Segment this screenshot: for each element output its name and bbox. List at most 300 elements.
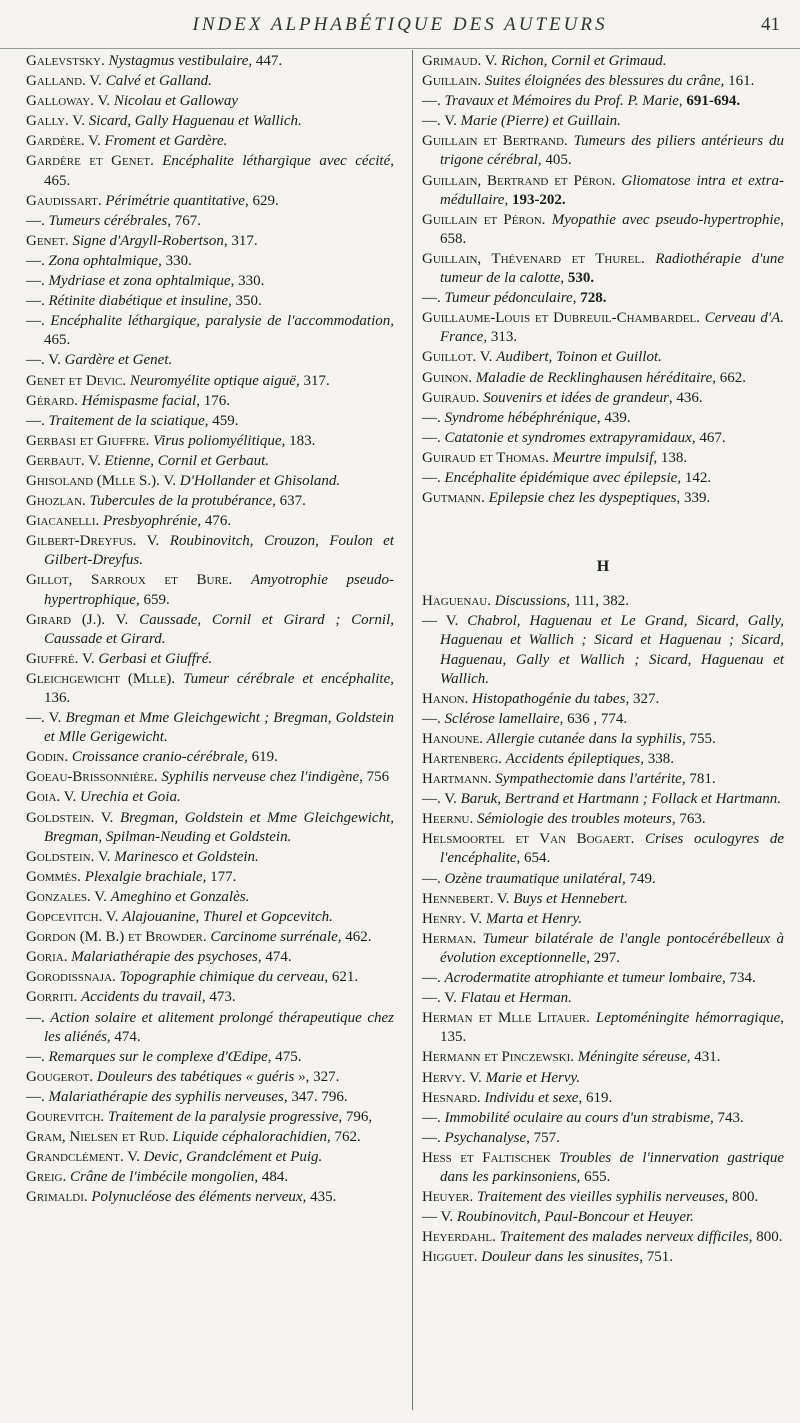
author-name: Gorriti. [26, 989, 78, 1006]
author-name: Hesnard. [422, 1089, 481, 1106]
work-title: Polynucléose des éléments nerveux [91, 1189, 303, 1206]
see-ref: V. [48, 710, 62, 727]
work-title: Tubercules de la protubérance [89, 493, 273, 510]
index-entry: Hanoune. Allergie cutanée dans la syphilis, 755. [422, 730, 716, 747]
author-name: Galevstsky. [26, 53, 105, 69]
page-refs: 691-694. [686, 93, 741, 110]
work-title: Acrodermatite atrophiante et tumeur lombaire [444, 970, 722, 987]
index-entry: Galevstsky. Nystagmus vestibulaire, 447. [26, 53, 283, 69]
ditto-dash: —. [26, 252, 45, 269]
page-refs: 330. [165, 252, 192, 269]
page-refs: 465. [44, 332, 71, 349]
see-ref: V. [496, 890, 510, 907]
ditto-dash: —. [422, 429, 441, 446]
author-name: Gaudissart. [26, 192, 102, 209]
page-refs: 474. [265, 949, 292, 966]
author-name: Hartenberg. [422, 751, 502, 767]
work-title: Syphilis nerveuse chez l'indigène [161, 769, 360, 786]
index-entry: Guillain, Thévenard et Thurel. Radiothérapie d'une tumeur de la calotte, 530. [422, 250, 784, 287]
index-entry [26, 848, 394, 867]
page-refs: 135. [440, 1029, 467, 1046]
ditto-dash: —. [422, 1109, 441, 1126]
work-title: Psychanalyse [444, 1129, 527, 1146]
index-entry: Gougerot. Douleurs des tabétiques « guéris », 327. [26, 1068, 340, 1085]
see-ref: V. [484, 53, 498, 69]
author-name: Greig. [26, 1169, 67, 1186]
index-entry: Higguet. Douleur dans les sinusites, 751. [422, 1249, 673, 1266]
see-ref: V. [445, 613, 459, 630]
author-name: Gonzales. [26, 888, 91, 905]
page-refs: 467. [699, 429, 726, 446]
page-refs: 317. [231, 232, 258, 249]
work-title: Tumeurs des piliers antérieurs du trigone cérébral [440, 133, 785, 169]
author-name: Genet. [26, 232, 69, 249]
work-title: Topographie chimique du cerveau [119, 969, 325, 986]
work-title: Plexalgie brachiale [84, 868, 203, 885]
index-entry [26, 888, 394, 907]
ditto-dash: — [422, 1209, 437, 1226]
author-name: Guiraud et Thomas. [422, 449, 549, 466]
work-title: Leptoméningite hémorragique [595, 1010, 781, 1027]
index-entry: Ghozlan. Tubercules de la protubérance, 637. [26, 493, 306, 510]
page-header [0, 8, 800, 49]
page-number: 41 [761, 14, 780, 35]
author-name: Heernu. [422, 811, 474, 828]
work-title: Tumeur bilatérale de l'angle pontocérébelleux à évolution exceptionnelle [440, 930, 784, 966]
work-title: Bregman, Goldstein et Mme Gleichgewicht, Bregman, Spilman-Neuding et Goldstein. [44, 809, 395, 845]
page-refs: 330. [238, 273, 265, 290]
author-name: Haguenau. [422, 593, 491, 610]
work-title: Carcinome surrénale [210, 929, 338, 946]
index-entry: —. Encéphalite épidémique avec épilepsie, 142. [422, 469, 712, 486]
work-title: Gerbasi et Giuffré. [98, 650, 213, 667]
index-entry: —. Ozène traumatique unilatéral, 749. [422, 870, 656, 887]
work-title: Remarques sur le complexe d'Œdipe [48, 1048, 268, 1065]
author-name: Goldstein. [26, 848, 95, 865]
author-name: Galland. [26, 73, 86, 90]
work-title: Accidents du travail [81, 989, 202, 1006]
work-title: Crâne de l'imbécile mongolien [70, 1169, 255, 1186]
index-entry: Herman et Mlle Litauer. Leptoméningite hémorragique, 135. [422, 1010, 784, 1046]
index-entry: Guinon. Maladie de Recklinghausen héréditaire, 662. [422, 369, 746, 386]
page-refs: 619. [585, 1089, 613, 1106]
author-name: Guillot. [422, 349, 477, 366]
page-refs: 654. [524, 850, 551, 867]
author-name: Gérard. [26, 392, 78, 409]
index-entry: Gutmann. Epilepsie chez les dyspeptiques, 339. [422, 490, 711, 507]
index-entry: —. Traitement de la sciatique, 459. [26, 412, 239, 429]
page-refs: 743. [717, 1109, 744, 1126]
work-title: Crises oculogyres de l'encéphalite [440, 831, 784, 867]
work-title: Gardère et Genet. [64, 352, 173, 369]
index-entry: Hermann et Pinczewski. Méningite séreuse, 431. [422, 1049, 721, 1066]
page-refs: 751. [646, 1249, 673, 1266]
page-refs: 756 [366, 769, 390, 786]
author-name: Girard (J.). [26, 611, 106, 628]
page-refs: 629. [252, 192, 279, 209]
work-title: Tumeur cérébrale et encéphalite [183, 670, 391, 687]
index-entry [26, 72, 394, 91]
index-entry [26, 472, 394, 491]
work-title: Douleur dans les sinusites [481, 1249, 640, 1266]
index-entry [422, 989, 784, 1008]
page-refs: 637. [279, 493, 306, 510]
work-title: Marie et Hervy. [485, 1069, 581, 1086]
index-entry: Godin. Croissance cranio-cérébrale, 619. [26, 749, 278, 766]
index-entry [26, 92, 394, 111]
author-name: Gorodissnaja. [26, 969, 116, 986]
author-name: Guillaume-Louis et Dubreuil-Chambardel. [422, 310, 700, 327]
work-title: Froment et Gardère. [104, 133, 228, 150]
work-title: Histopathogénie du tabes [472, 690, 626, 707]
index-entry: —. Psychanalyse, 757. [422, 1129, 560, 1146]
see-ref: V. [444, 990, 457, 1007]
work-title: Myopathie avec pseudo-hypertrophie [551, 211, 781, 228]
index-entry: Haguenau. Discussions, 111, 382. [422, 593, 630, 610]
index-entry: Helsmoortel et Van Bogaert. Crises oculogyres de l'encéphalite, 654. [422, 831, 784, 867]
index-entry: Gillot, Sarroux et Bure. Amyotrophie pseudo-hypertrophique, 659. [26, 572, 395, 608]
author-name: Gilbert-Dreyfus. [26, 533, 137, 550]
index-entry [422, 1208, 784, 1227]
work-title: Alajouanine, Thurel et Gopcevitch. [122, 909, 333, 926]
author-name: Hermann et Pinczewski. [422, 1049, 575, 1066]
work-title: Discussions [494, 593, 567, 610]
work-title: Traitement de la sciatique [48, 412, 205, 429]
index-entry: Hess et Faltischek Troubles de l'innervation gastrique dans les parkinsoniens, 655. [422, 1149, 784, 1185]
work-title: Méningite séreuse [577, 1049, 687, 1066]
page-refs: 619. [251, 749, 278, 766]
index-entry: Guillain, Bertrand et Péron. Gliomatose intra et extra-médullaire, 193-202. [422, 172, 784, 208]
ditto-dash: —. [422, 990, 441, 1007]
work-title: Travaux et Mémoires du Prof. P. Marie [444, 93, 679, 110]
work-title: Gliomatose intra et extra-médullaire [440, 172, 784, 208]
see-ref: V. [94, 888, 107, 905]
page-refs: 763. [679, 811, 706, 828]
work-title: Radiothérapie d'une tumeur de la calotte [440, 250, 784, 287]
author-name: Hess et Faltischek [422, 1149, 551, 1166]
author-name: Henry. [422, 910, 466, 927]
index-entry [26, 112, 394, 131]
index-entry: Gommès. Plexalgie brachiale, 177. [26, 868, 237, 885]
index-entry [26, 908, 394, 927]
index-entry: —. Tumeur pédonculaire, 728. [422, 290, 607, 307]
author-name: Gardère et Genet. [26, 153, 154, 170]
index-entry: Guillain et Bertrand. Tumeurs des piliers antérieurs du trigone cérébral, 405. [422, 133, 785, 169]
ditto-dash: —. [26, 212, 45, 229]
column-divider [412, 50, 413, 1410]
work-title: Liquide céphalorachidien [172, 1129, 328, 1146]
index-entry: Goeau-Brissonnière. Syphilis nerveuse chez l'indigène, 756 [26, 769, 390, 786]
ditto-dash: —. [422, 870, 441, 887]
index-entry: Guillain. Suites éloignées des blessures du crâne, 161. [422, 73, 755, 90]
page-refs: 662. [719, 369, 746, 386]
author-name: Gutmann. [422, 490, 485, 507]
ditto-dash: —. [26, 1009, 45, 1026]
work-title: Epilepsie chez les dyspeptiques [488, 490, 677, 507]
page-refs: 297. [593, 949, 620, 966]
work-title: Syndrome hébéphrénique [444, 409, 597, 426]
index-entry: Greig. Crâne de l'imbécile mongolien, 484. [26, 1169, 289, 1186]
work-title: Ameghino et Gonzalès. [110, 888, 250, 905]
author-name: Gillot, Sarroux et Bure. [26, 572, 233, 589]
section-h-entries [422, 592, 784, 1267]
index-entry: Guillaume-Louis et Dubreuil-Chambardel. Cerveau d'A. France, 313. [422, 310, 784, 346]
index-entry [26, 132, 394, 151]
author-name: Higguet. [422, 1249, 478, 1266]
work-title: Flatau et Herman. [460, 990, 572, 1007]
index-entry: Gram, Nielsen et Rud. Liquide céphalorachidien, 762. [26, 1129, 361, 1146]
author-name: Guillain et Bertrand. [422, 133, 568, 150]
index-entry [422, 612, 784, 688]
author-name: Gourevitch. [26, 1108, 105, 1125]
work-title: Meurtre impulsif [552, 449, 654, 466]
page-refs: 621. [331, 969, 359, 986]
author-name: Gerbaut. [26, 452, 85, 469]
page-refs: 757. [533, 1129, 560, 1146]
author-name: Hanon. [422, 690, 469, 707]
see-ref: V. [97, 848, 111, 865]
work-title: Buys et Hennebert. [513, 890, 628, 907]
work-title: Allergie cutanée dans la syphilis [486, 730, 683, 747]
work-title: Presbyophrénie [103, 513, 198, 530]
work-title: Malariathérapie des syphilis nerveuses [48, 1088, 284, 1105]
work-title: Traitement des vieilles syphilis nerveuses [477, 1189, 725, 1206]
author-name: Guillain, Thévenard et Thurel. [422, 250, 645, 267]
index-entry [422, 1069, 784, 1088]
work-title: Suites éloignées des blessures du crâne [484, 73, 721, 90]
see-ref: V. [97, 93, 111, 110]
page-refs: 142. [684, 469, 712, 486]
work-title: Chabrol, Haguenau et Le Grand, Sicard, Gally, Haguenau et Wallich ; Sicard et Haguenau ; Sicard, Haguenau, Gally et Wallich ; Sicard, Haguenau et Wallich. [440, 613, 785, 687]
author-name: Helsmoortel et Van Bogaert. [422, 831, 635, 848]
author-name: Guiraud. [422, 389, 480, 406]
page-refs: 728. [580, 290, 607, 307]
page-refs: 327. [632, 690, 660, 707]
page-refs: 800. [731, 1189, 759, 1206]
page-refs: 476. [204, 513, 232, 530]
page-refs: 734. [729, 970, 756, 987]
see-ref: V. [72, 113, 85, 130]
left-column [26, 52, 394, 1208]
page-refs: 138. [660, 449, 688, 466]
author-name: Giacanelli. [26, 513, 100, 530]
page-refs: 658. [440, 230, 467, 247]
author-name: Guillain et Péron. [422, 211, 546, 228]
work-title: Mydriase et zona ophtalmique [48, 273, 231, 290]
index-entry: —. Immobilité oculaire au cours d'un strabisme, 743. [422, 1109, 744, 1126]
work-title: Roubinovitch, Crouzon, Foulon et Gilbert-Dreyfus. [44, 533, 394, 569]
author-name: Ghozlan. [26, 493, 86, 510]
index-entry: Heernu. Sémiologie des troubles moteurs, 763. [422, 811, 706, 828]
index-entry: —. Zona ophtalmique, 330. [26, 252, 192, 269]
work-title: Virus poliomyélitique [153, 432, 282, 449]
page-refs: 767. [174, 212, 201, 229]
ditto-dash: —. [26, 273, 45, 290]
index-entry: Heyerdahl. Traitement des malades nerveux difficiles, 800. [422, 1229, 783, 1246]
see-ref: V. [127, 1149, 140, 1166]
index-entry [26, 452, 394, 471]
right-column [422, 52, 784, 1268]
page-refs: 347. 796. [291, 1088, 348, 1105]
index-entry [26, 809, 394, 847]
index-entry: Genet et Devic. Neuromyélite optique aiguë, 317. [26, 372, 330, 389]
work-title: Immobilité oculaire au cours d'un strabisme [444, 1109, 711, 1126]
work-title: Baruk, Bertrand et Hartmann ; Follack et Hartmann. [460, 791, 782, 808]
work-title: Marta et Henry. [485, 910, 583, 927]
index-entry: —. Catatonie et syndromes extrapyramidaux, 467. [422, 429, 726, 446]
ditto-dash: —. [26, 293, 45, 310]
ditto-dash: —. [26, 313, 45, 330]
index-entry: Heuyer. Traitement des vieilles syphilis nerveuses, 800. [422, 1189, 759, 1206]
author-name: Gally. [26, 113, 69, 130]
work-title: Encéphalite léthargique, paralysie de l'accommodation [50, 313, 391, 330]
index-entry: —. Sclérose lamellaire, 636 , 774. [422, 710, 628, 727]
author-name: Grandclément. [26, 1149, 124, 1166]
page-refs: 405. [545, 152, 572, 169]
index-entry [422, 348, 784, 367]
see-ref: V. [444, 113, 457, 130]
index-entry [422, 790, 784, 809]
page-refs: 350. [235, 293, 262, 310]
work-title: Hémispasme facial [81, 392, 197, 409]
index-entry: —. Malariathérapie des syphilis nerveuses, 347. 796. [26, 1088, 348, 1105]
work-title: Sémiologie des troubles moteurs [477, 811, 672, 828]
page-refs: 781. [689, 771, 716, 788]
author-name: Heyerdahl. [422, 1229, 496, 1246]
ditto-dash: —. [26, 412, 45, 429]
index-entry: —. Rétinite diabétique et insuline, 350. [26, 293, 262, 310]
author-name: Ghisoland (Mlle S.). [26, 472, 160, 489]
work-title: Individu et sexe [484, 1089, 579, 1106]
see-ref: V. [115, 611, 129, 628]
work-title: Sclérose lamellaire [444, 710, 560, 727]
author-name: Gopcevitch. [26, 909, 103, 926]
author-name: Hartmann. [422, 771, 492, 788]
work-title: Richon, Cornil et Grimaud. [501, 53, 667, 69]
index-entry: Hanon. Histopathogénie du tabes, 327. [422, 690, 660, 707]
index-entry: Gerbasi et Giuffre. Virus poliomyélitique, 183. [26, 432, 316, 449]
work-title: Traitement des malades nerveux difficiles [499, 1229, 749, 1246]
author-name: Gordon (M. B.) et Browder. [26, 929, 207, 946]
page-refs: 338. [647, 751, 674, 767]
work-title: Amyotrophie pseudo-hypertrophique [44, 572, 395, 608]
work-title: Ozène traumatique unilatéral [444, 870, 622, 887]
work-title: D'Hollander et Ghisoland. [179, 472, 341, 489]
author-name: Grimaldi. [26, 1189, 88, 1206]
work-title: Calvé et Galland. [105, 73, 212, 90]
author-name: Gardère. [26, 133, 85, 150]
page-refs: 636 , 774. [567, 710, 628, 727]
index-entry: Hartenberg. Accidents épileptiques, 338. [422, 751, 674, 767]
see-ref: V. [146, 533, 160, 550]
index-entry: Herman. Tumeur bilatérale de l'angle pontocérébelleux à évolution exceptionnelle, 297. [422, 930, 784, 966]
index-entry: Gleichgewicht (Mlle). Tumeur cérébrale et encéphalite, 136. [26, 670, 394, 706]
ditto-dash: —. [422, 409, 441, 426]
index-entry: —. Acrodermatite atrophiante et tumeur lombaire, 734. [422, 970, 756, 987]
index-entry: Gérard. Hémispasme facial, 176. [26, 392, 230, 409]
see-ref: V. [48, 352, 61, 369]
ditto-dash: —. [422, 113, 441, 130]
author-name: Guinon. [422, 369, 473, 386]
work-title: Sympathectomie dans l'artérite [495, 771, 682, 788]
work-title: Marinesco et Goldstein. [114, 848, 259, 865]
index-entry: Guiraud. Souvenirs et idées de grandeur, 436. [422, 389, 703, 406]
see-ref: V. [100, 809, 114, 826]
page-refs: 193-202. [511, 191, 566, 208]
ditto-dash: —. [422, 469, 441, 486]
work-title: Encéphalite épidémique avec épilepsie [444, 469, 678, 486]
page-refs: 327. [313, 1068, 340, 1085]
author-name: Genet et Devic. [26, 372, 127, 389]
work-title: Malariathérapie des psychoses [71, 949, 258, 966]
index-entry [422, 910, 784, 929]
work-title: Cerveau d'A. France [440, 310, 784, 346]
ditto-dash: —. [26, 352, 45, 369]
author-name: Hervy. [422, 1069, 466, 1086]
page-refs: 475. [275, 1048, 302, 1065]
page-refs: 313. [490, 329, 518, 346]
page-title: INDEX ALPHABÉTIQUE DES AUTEURS [192, 14, 608, 35]
page-refs: 796, [345, 1108, 373, 1125]
index-entry: Gardère et Genet. Encéphalite léthargique avec cécité, 465. [26, 153, 394, 189]
index-entry: —. Mydriase et zona ophtalmique, 330. [26, 273, 265, 290]
see-ref: V. [479, 349, 493, 366]
page-refs: 655. [584, 1168, 611, 1185]
see-ref: V. [105, 909, 119, 926]
page-refs: 465. [44, 172, 71, 189]
ditto-dash: —. [422, 1129, 441, 1146]
ditto-dash: — [422, 613, 437, 630]
page-refs: 484. [261, 1169, 289, 1186]
work-title: Catatonie et syndromes extrapyramidaux [444, 429, 692, 446]
index-entry: Gaudissart. Périmétrie quantitative, 629. [26, 192, 279, 209]
author-name: Hanoune. [422, 730, 484, 747]
section-gap [422, 509, 784, 549]
ditto-dash: —. [422, 791, 441, 808]
work-title: Neuromyélite optique aiguë [129, 372, 296, 389]
page-refs: 176. [203, 392, 230, 409]
work-title: Sicard, Gally Haguenau et Wallich. [88, 113, 302, 130]
author-name: Goeau-Brissonnière. [26, 769, 158, 786]
index-entry: —. Remarques sur le complexe d'Œdipe, 475. [26, 1048, 302, 1065]
work-title: Signe d'Argyll-Robertson [72, 232, 224, 249]
page-refs: 749. [629, 870, 656, 887]
author-name: Gleichgewicht (Mlle). [26, 670, 176, 687]
index-entry [26, 611, 394, 649]
index-entry [422, 890, 784, 909]
ditto-dash: —. [26, 1048, 45, 1065]
author-name: Goldstein. [26, 809, 95, 826]
see-ref: V. [63, 789, 77, 806]
index-entry: Gordon (M. B.) et Browder. Carcinome surrénale, 462. [26, 929, 372, 946]
work-title: Périmétrie quantitative [105, 192, 245, 209]
work-title: Douleurs des tabétiques « guéris » [96, 1068, 306, 1085]
ditto-dash: —. [422, 93, 441, 110]
index-entry: Guiraud et Thomas. Meurtre impulsif, 138. [422, 449, 688, 466]
author-name: Goia. [26, 789, 61, 806]
index-entry [26, 788, 394, 807]
work-title: Traitement de la paralysie progressive [107, 1108, 339, 1125]
work-title: Urechia et Goia. [80, 789, 181, 806]
see-ref: V. [163, 472, 177, 489]
page-refs: 755. [689, 730, 716, 747]
index-entry: Gourevitch. Traitement de la paralysie progressive, 796, [26, 1108, 373, 1125]
work-title: Souvenirs et idées de grandeur [483, 389, 669, 406]
work-title: Audibert, Toinon et Guillot. [496, 349, 662, 366]
index-entry: —. Travaux et Mémoires du Prof. P. Marie, 691-694. [422, 93, 741, 110]
index-entry [26, 1148, 394, 1167]
ditto-dash: —. [422, 290, 441, 307]
